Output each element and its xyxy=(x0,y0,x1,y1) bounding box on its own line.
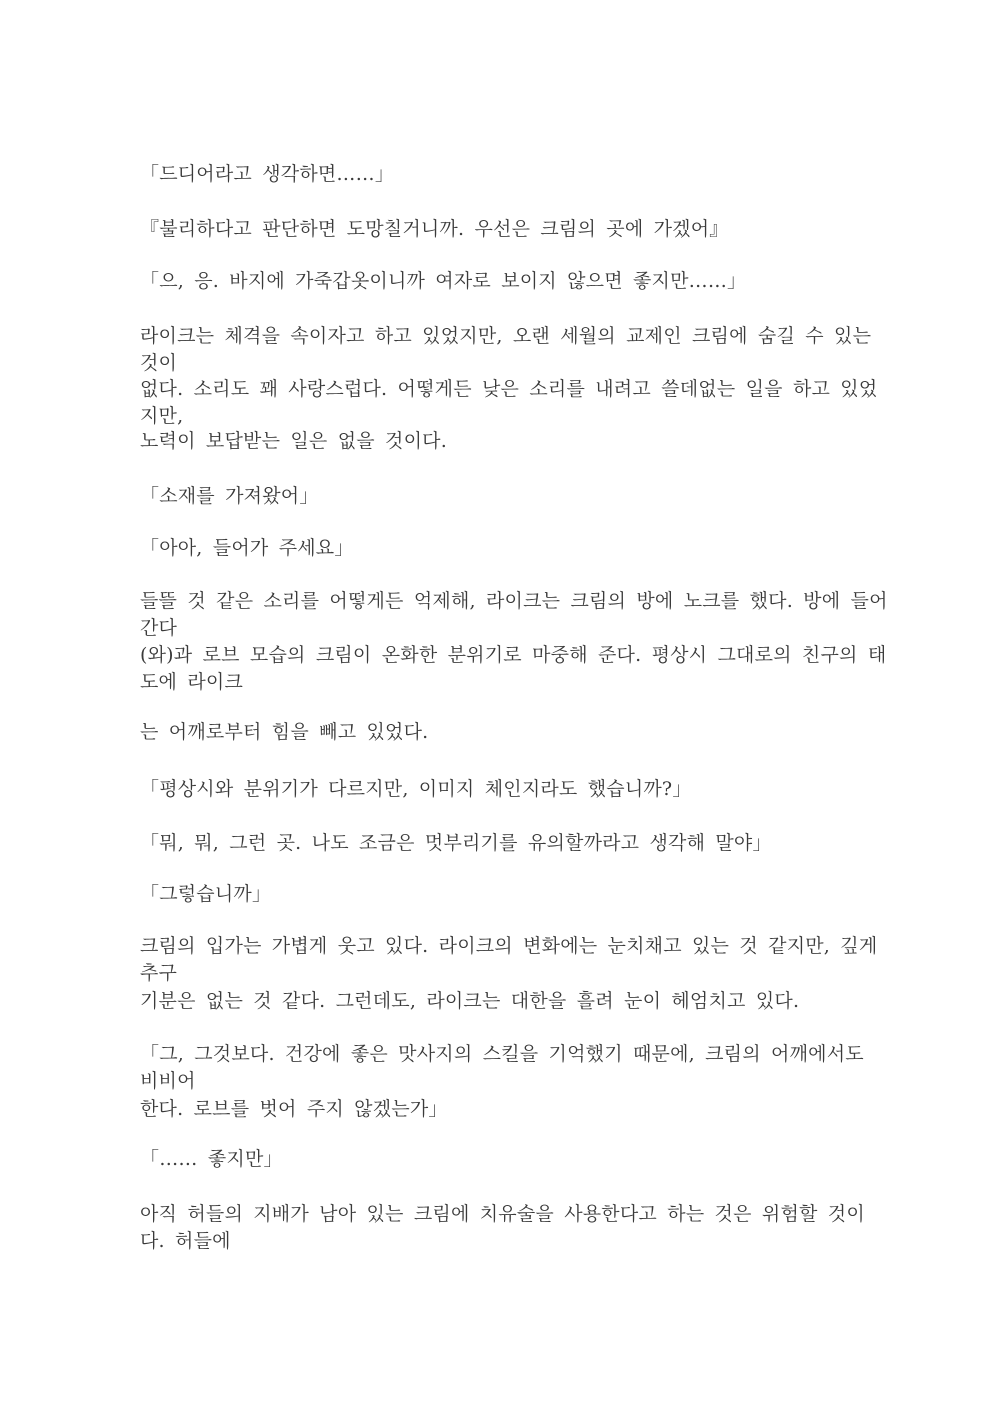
text-line: 한다. 로브를 벗어 주지 않겠는가」 xyxy=(140,1098,448,1120)
text-line: 「뭐, 뭐, 그런 곳. 나도 조금은 멋부리기를 유의할까라고 생각해 말야」 xyxy=(140,832,772,854)
text-line: 「드디어라고 생각하면……」 xyxy=(140,163,395,185)
text-line: 「…… 좋지만」 xyxy=(140,1148,283,1170)
text-line: 「소재를 가져왔어」 xyxy=(140,485,319,507)
text-line: 「아아, 들어가 주세요」 xyxy=(140,537,354,559)
text-line: 없다. 소리도 꽤 사랑스럽다. 어떻게든 낮은 소리를 내려고 쓸데없는 일을 하고 있었지만, xyxy=(140,378,878,427)
text-line: 「평상시와 분위기가 다르지만, 이미지 체인지라도 했습니까?」 xyxy=(140,778,692,800)
text-line: 「으, 응. 바지에 가죽갑옷이니까 여자로 보이지 않으면 좋지만……」 xyxy=(140,270,747,292)
text-line: 크림의 입가는 가볍게 웃고 있다. 라이크의 변화에는 눈치채고 있는 것 같지만, 깊게 추구 xyxy=(140,935,878,984)
text-line: 아직 허들의 지배가 남아 있는 크림에 치유술을 사용한다고 하는 것은 위험할 것이다. 허들에 xyxy=(140,1203,865,1252)
text-line: 노력이 보답받는 일은 없을 것이다. xyxy=(140,430,447,452)
text-line: 『불리하다고 판단하면 도망칠거니까. 우선은 크림의 곳에 가겠어』 xyxy=(140,218,729,240)
text-line: 「그, 그것보다. 건강에 좋은 맛사지의 스킬을 기억했기 때문에, 크림의 어깨에서도 비비어 xyxy=(140,1043,864,1092)
text-line: 라이크는 체격을 속이자고 하고 있었지만, 오랜 세월의 교제인 크림에 숨길 수 있는 것이 xyxy=(140,325,872,374)
text-line: 들뜰 것 같은 소리를 어떻게든 억제해, 라이크는 크림의 방에 노크를 했다. 방에 들어간다 xyxy=(140,590,888,639)
text-line: 는 어깨로부터 힘을 빼고 있었다. xyxy=(140,721,429,743)
text-line: 기분은 없는 것 같다. 그런데도, 라이크는 대한을 흘려 눈이 헤엄치고 있다. xyxy=(140,990,800,1012)
text-line: 「그렇습니까」 xyxy=(140,883,272,905)
text-line: (와)과 로브 모습의 크림이 온화한 분위기로 마중해 준다. 평상시 그대로의 친구의 태도에 라이크 xyxy=(140,644,887,693)
